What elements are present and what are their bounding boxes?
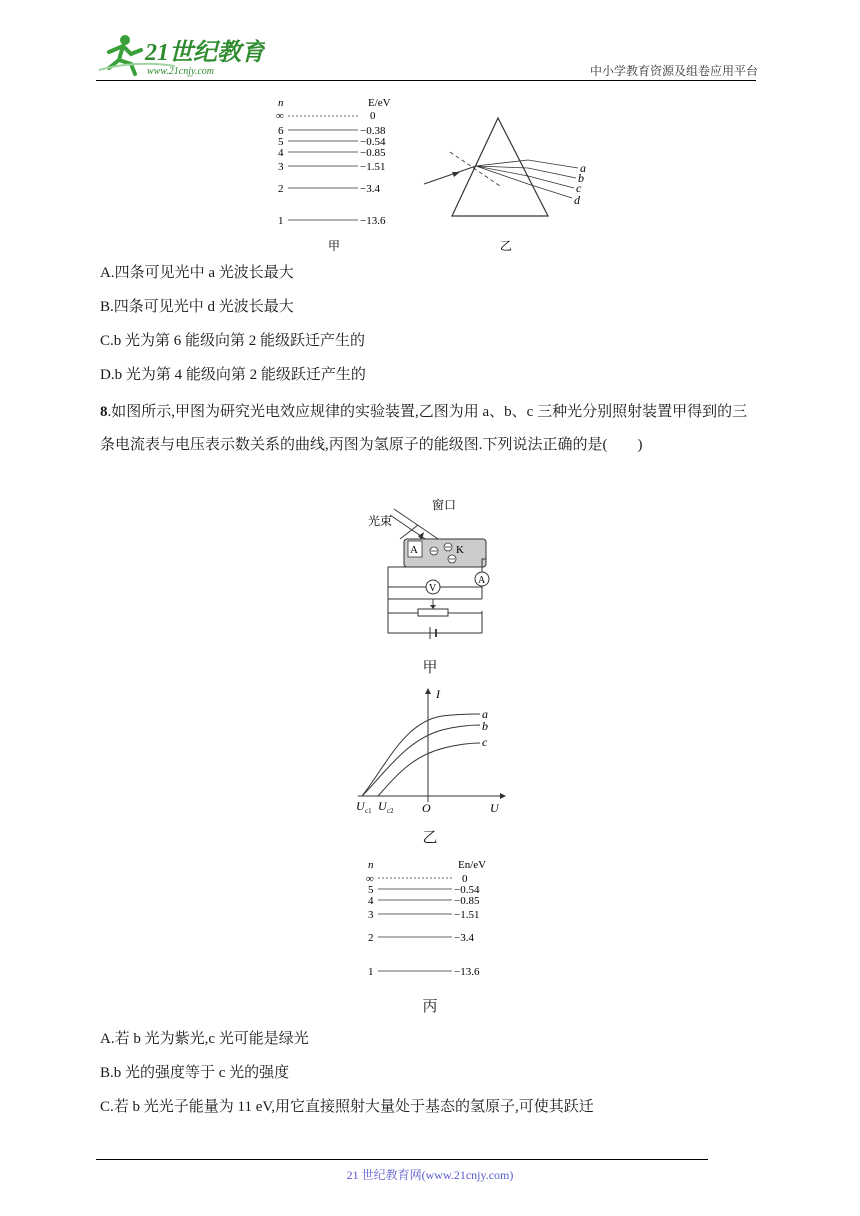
level-1 <box>278 215 386 227</box>
photoelectric-apparatus-jia <box>360 495 500 645</box>
current-voltage-chart-yi <box>352 686 512 816</box>
question-text: .如图所示,甲图为研究光电效应规律的实验装置,乙图为用 a、b、c 三种光分别照射装置甲得到的三条电流表与电压表示数关系的曲线,丙图为氢原子的能级图.下列说法正确的是( ) <box>100 404 748 453</box>
logo-url-text: www.21cnjy.com <box>147 66 215 77</box>
svg-text:−0.54: −0.54 <box>360 136 386 148</box>
beam-label: 光束 <box>368 514 393 528</box>
curve-c <box>378 735 488 796</box>
svg-text:2: 2 <box>368 932 374 944</box>
svg-text:−0.85: −0.85 <box>360 147 386 159</box>
svg-text:3: 3 <box>368 909 374 921</box>
level-3 <box>368 909 479 921</box>
question-number: 8 <box>100 404 108 420</box>
svg-text:∞: ∞ <box>366 873 374 885</box>
svg-text:−3.4: −3.4 <box>360 183 380 195</box>
q8-option-c: C.若 b 光光子能量为 11 eV,用它直接照射大量处于基态的氢原子,可使其跃迁 <box>100 1099 594 1115</box>
energy-axis-label: E/eV <box>368 97 391 109</box>
level-3 <box>278 161 385 173</box>
svg-text:−0.85: −0.85 <box>454 895 480 907</box>
level-1 <box>368 966 480 978</box>
svg-text:b: b <box>482 719 488 733</box>
svg-text:5: 5 <box>278 136 284 148</box>
caption-yi-2: 乙 <box>422 830 438 846</box>
caption-bing: 丙 <box>422 999 438 1015</box>
level-4 <box>278 147 386 159</box>
svg-text:1: 1 <box>278 215 284 227</box>
q8-option-b: B.b 光的强度等于 c 光的强度 <box>100 1065 290 1081</box>
level-2 <box>278 183 380 195</box>
q7-option-a: A.四条可见光中 a 光波长最大 <box>100 265 294 281</box>
energy-level-diagram-bing <box>362 856 502 982</box>
curve-a <box>362 707 488 796</box>
svg-text:U: U <box>356 799 365 813</box>
q8-option-a: A.若 b 光为紫光,c 光可能是绿光 <box>100 1031 309 1047</box>
i-axis-label: I <box>436 687 440 701</box>
logo-main-text: 21世纪教育 <box>145 40 265 66</box>
svg-text:4: 4 <box>278 147 284 159</box>
level-2 <box>368 932 474 944</box>
svg-text:−13.6: −13.6 <box>454 966 480 978</box>
caption-yi: 乙 <box>499 239 513 253</box>
level-4 <box>368 895 480 907</box>
caption-jia-2: 甲 <box>422 660 438 676</box>
svg-text:a: a <box>580 161 586 175</box>
n-axis-label: n <box>368 859 374 871</box>
svg-text:c1: c1 <box>365 807 372 815</box>
svg-text:−1.51: −1.51 <box>360 161 386 173</box>
header-divider <box>96 80 756 81</box>
svg-text:∞: ∞ <box>276 110 284 122</box>
svg-text:0: 0 <box>462 873 468 885</box>
svg-text:−3.4: −3.4 <box>454 932 474 944</box>
uc1-label <box>356 799 372 815</box>
level-inf <box>366 873 468 885</box>
svg-text:1: 1 <box>368 966 374 978</box>
footer-divider <box>96 1159 708 1160</box>
caption-jia: 甲 <box>327 239 341 253</box>
anode-label: A <box>410 544 418 556</box>
energy-level-diagram-jia <box>270 94 410 254</box>
q7-option-c: C.b 光为第 6 能级向第 2 能级跃迁产生的 <box>100 333 366 349</box>
svg-text:b: b <box>578 171 584 185</box>
curve-b <box>362 719 488 796</box>
origin-label: O <box>422 801 431 815</box>
svg-text:−1.51: −1.51 <box>454 909 480 921</box>
rheostat-icon <box>418 609 448 616</box>
svg-text:c: c <box>576 181 582 195</box>
level-inf <box>276 110 376 122</box>
window-label: 窗口 <box>432 498 457 512</box>
energy-axis-label: En/eV <box>458 859 487 871</box>
svg-text:−0.54: −0.54 <box>454 884 480 896</box>
u-axis-label: U <box>490 801 499 815</box>
svg-text:−13.6: −13.6 <box>360 215 386 227</box>
uc2-label <box>378 799 394 815</box>
svg-text:2: 2 <box>278 183 284 195</box>
n-axis-label: n <box>278 97 284 109</box>
svg-text:4: 4 <box>368 895 374 907</box>
svg-text:6: 6 <box>278 125 284 137</box>
q7-option-d: D.b 光为第 4 能级向第 2 能级跃迁产生的 <box>100 367 366 383</box>
cathode-label: K <box>456 544 464 556</box>
svg-text:0: 0 <box>370 110 376 122</box>
svg-text:c: c <box>482 735 488 749</box>
svg-text:−0.38: −0.38 <box>360 125 386 137</box>
prism-diagram-yi <box>420 108 600 254</box>
site-logo <box>95 30 265 78</box>
svg-text:d: d <box>574 193 580 207</box>
header-platform-text: 中小学教育资源及组卷应用平台 <box>589 64 758 78</box>
svg-text:U: U <box>378 799 387 813</box>
question-8-stem <box>100 396 760 462</box>
svg-text:c2: c2 <box>387 807 394 815</box>
svg-text:V: V <box>429 583 437 594</box>
q7-option-b: B.四条可见光中 d 光波长最大 <box>100 299 294 315</box>
svg-text:5: 5 <box>368 884 374 896</box>
svg-text:a: a <box>482 707 488 721</box>
svg-text:3: 3 <box>278 161 284 173</box>
footer-link[interactable]: 21 世纪教育网(www.21cnjy.com) <box>346 1168 514 1182</box>
svg-text:A: A <box>478 575 486 586</box>
